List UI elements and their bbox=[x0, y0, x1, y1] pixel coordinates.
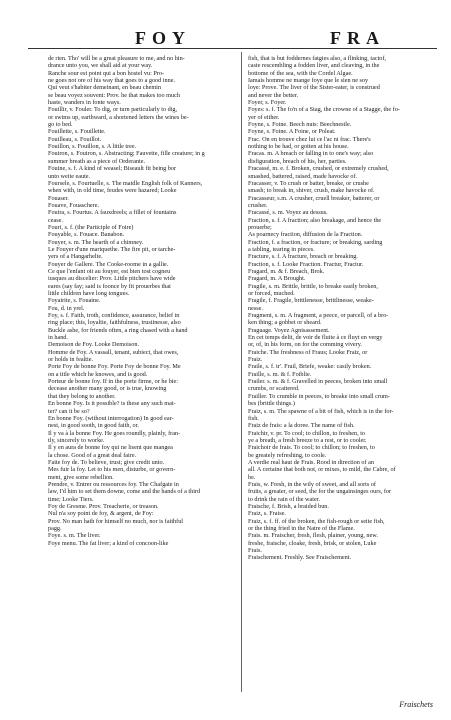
entry-line: Fraiz de frais: a la doree. The name of fish. bbox=[248, 422, 355, 430]
entry-line: Ranche sour est point qui a bon hostel vu: Pro- bbox=[48, 69, 165, 77]
entry-line: law, I'd him to set them downe, come and the hands of a third bbox=[48, 488, 201, 496]
entry-line: Fouillette, s. Fouillette. bbox=[48, 128, 106, 136]
entry-line: Fracasseur, s.m. A crusher, cruell breaker, batterer, or bbox=[248, 194, 380, 202]
entry-line: En cet temps delit, de voir de fluite à ce fluyt en vergy bbox=[248, 334, 383, 342]
entry-line: eares (say fay; said is foonce by fit prouerbes that bbox=[48, 282, 171, 290]
entry-line: As poarnecy fraction, diffusion de la Fraction. bbox=[248, 231, 363, 239]
entry-line: Fraiz. bbox=[248, 356, 263, 364]
entry-line: de rien. Tho' will be a great pleasure to me, and no hin- bbox=[48, 55, 185, 62]
header-right-headword: FRA bbox=[330, 28, 385, 48]
entry-line: En bonne Foy. (without interrogation) In good ear- bbox=[48, 414, 174, 422]
entry-line: Foye menu. The fat liver; a kind of concoon-like bbox=[48, 539, 169, 547]
entry-line: nesse. bbox=[248, 304, 263, 312]
entry-line: and never the better. bbox=[248, 91, 299, 99]
entry-line: drance unto you, we shall aid at your way. bbox=[48, 62, 153, 70]
entry-line: Frailer. s. m. & f. Gravelled in peeces, broken into small bbox=[248, 378, 388, 386]
entry-line: Fraille, s. m. & f. Foiblie. bbox=[248, 370, 312, 378]
entry-line: Fraction, f. a fraction, or fracture; or breaking, sarding bbox=[248, 238, 383, 246]
entry-line: decease another many good, or is true, knowing bbox=[48, 385, 167, 393]
entry-line: la chose. Good of a great deal faire. bbox=[48, 451, 137, 459]
catchword: Fraischets bbox=[399, 700, 433, 709]
entry-line: to drink the rain of the water. bbox=[248, 495, 320, 503]
entry-line: Fracassé, s. m. Voyez au dessus. bbox=[248, 209, 328, 217]
entry-line: Fragment, s. m. A fragment, a peece, or parcell, of a bro- bbox=[248, 312, 389, 320]
entry-line: cease. bbox=[48, 216, 63, 224]
entry-line: Fraiche. The freshness of Fraus; Looke Fraiz, or bbox=[248, 348, 368, 356]
entry-line: crusher. bbox=[248, 201, 268, 209]
entry-line: Qui veut s'habiter demeinant, en beau chemin bbox=[48, 84, 161, 92]
entry-line: Frais, w. Fresh, in the wily of sweet, and all sorts of bbox=[248, 480, 376, 488]
entry-line: go to bed. bbox=[48, 121, 73, 129]
entry-line: ter? can it be so? bbox=[48, 407, 90, 415]
entry-line: tly, sincerely to worke. bbox=[48, 436, 105, 444]
entry-line: Fouine, s. f. A kind of weasel; Biseault fit being bor bbox=[48, 165, 177, 173]
column-divider bbox=[241, 52, 242, 692]
entry-line: Fouyer de Gallere. The Cooke-roome in a gallie. bbox=[48, 260, 169, 268]
entry-line: Nul n'a soy point de foy, & argent, de Foy: bbox=[48, 510, 154, 518]
entry-line: Foyne, s. Foine. Beech nuts: Beechnestle. bbox=[248, 121, 352, 129]
entry-line: yers of a Hangarhelte. bbox=[48, 253, 103, 261]
entry-line: Porte Foy de bonne Foy. Porte Foy de bonne Foy. Me bbox=[48, 363, 181, 371]
entry-line: Mes fuir la foy. Let to his men, disturbe, or govern- bbox=[48, 466, 176, 474]
entry-line: when with, in old time, feudes were hazared; Looke bbox=[48, 187, 177, 195]
entry-line: smashed, battered, raised, made havocke of. bbox=[248, 172, 358, 180]
header-left-headword: FOY bbox=[135, 28, 191, 48]
entry-line: Fracasser, v. To crush or batter, breake, or crushe bbox=[248, 179, 369, 187]
entry-line: Ce que l'enfant oit au fouyer, est bien tost cogneu bbox=[48, 267, 171, 275]
entry-line: bottome of the sea, with the Cordel Algae. bbox=[248, 69, 353, 77]
entry-line: Fragard, m. A Brought. bbox=[248, 275, 306, 283]
entry-line: Foyes: s. f. The fo'n of a Stag, the crowne of a Stagge, the fo- bbox=[248, 106, 400, 114]
entry-line: Il y va à la bonne Foy. He goes roundly, plainly, fran- bbox=[48, 429, 181, 437]
entry-line: Fracture, s. f. A fracture, breach or breaking. bbox=[248, 253, 358, 261]
entry-line: ring place; this, loyaltie, faithfulness, trustinesse, also bbox=[48, 319, 181, 327]
entry-line: se beau voyez souvent: Prov. he that makes too much bbox=[48, 91, 180, 99]
entry-line: Fouave, Fouaschere. bbox=[48, 201, 100, 209]
entry-line: fruits, a greater, or seed, the for the ungainsinges ours, for bbox=[248, 488, 392, 496]
left-column bbox=[48, 55, 234, 547]
entry-line: Homme de Foy. A vassall, tenant, subiect, that owes, bbox=[48, 348, 179, 356]
entry-line: all. A certaine that both not, or mixes, to mild, the Cabre, of bbox=[248, 466, 396, 474]
entry-line: Demoison de Foy. Looke Demoison. bbox=[48, 341, 140, 349]
entry-line: Frais. m. Fraischer, fresh, flesh, plainer, young, new. bbox=[248, 532, 378, 540]
entry-line: A verdie real haut de Frais. Rood in direction of an bbox=[248, 458, 374, 466]
entry-line: Foy, s. f. Faith, troth, confidence, assurance, belief in bbox=[48, 312, 180, 320]
entry-line: Fouaser. bbox=[48, 194, 69, 202]
entry-line: Fouillir, v. Fouler. To dig, or turn particularly to dig, bbox=[48, 106, 178, 114]
entry-line: crumbs, or scattered. bbox=[248, 385, 300, 393]
entry-line: unto weite eaute. bbox=[48, 172, 91, 180]
entry-line: Fouyable, s. Fouace. Banabon. bbox=[48, 231, 125, 239]
entry-line: ment, give some rebellion. bbox=[48, 473, 114, 481]
entry-line: in hand. bbox=[48, 334, 68, 342]
entry-line: on a title which he knowes, and is good. bbox=[48, 370, 148, 378]
entry-line: Fouiron, s. Fouiron, s. Abstracting; Fauvette, fille creature; in g bbox=[48, 150, 205, 158]
entry-line: Fragile, f. Fragile, brittlenesse, brittlinesse, weake- bbox=[248, 297, 374, 305]
entry-line: Fraile, s. f. tr'. Frail, Briefe, weake: casily broken. bbox=[248, 363, 372, 371]
entry-line: Fou, d. in yrel. bbox=[48, 304, 85, 312]
entry-line: Fraiz, s. m. The spawne of a bit of fish, which is in the for- bbox=[248, 407, 394, 415]
entry-line: Fracassé, m. e. f. Broken, crushed, or extremely crushed, bbox=[248, 165, 389, 173]
entry-line: a tabling, tearing in pieces. bbox=[248, 245, 315, 253]
entry-line: Fraichoir de frais. To cool; to chillon; to freshen, to bbox=[248, 444, 375, 452]
entry-line: summer breath as a piece of Orderante. bbox=[48, 157, 146, 165]
entry-line: ne goes not ore of his way that goes to a good inne. bbox=[48, 77, 175, 85]
entry-line: iusques au discelier: Prov. Little pitchers have wide bbox=[48, 275, 176, 283]
entry-line: Fraiz, s. f. ff. of the broken, the fish-rough or seite fish, bbox=[248, 517, 385, 525]
entry-line: Foursele, s. Fourtuelle, s. The maidle English folk of Kanners, bbox=[48, 179, 203, 187]
entry-line: Fouilleau, s. Fouillot. bbox=[48, 135, 102, 143]
entry-line: be greately refreshing, to coole. bbox=[248, 451, 327, 459]
entry-line: Foye. s. m. The liver. bbox=[48, 532, 101, 540]
page-header bbox=[30, 10, 431, 50]
entry-line: or holds in fealtie. bbox=[48, 356, 94, 364]
right-column bbox=[248, 55, 434, 562]
entry-line: haste, wanders in fonte ways. bbox=[48, 99, 121, 107]
entry-line: Fraiz, s. Fraise. bbox=[248, 510, 286, 518]
entry-line: disfiguration, breach of his, her, parties. bbox=[248, 157, 347, 165]
entry-line: bes (brittle things.) bbox=[248, 400, 295, 408]
entry-line: Foyairite, s. Fouaine. bbox=[48, 297, 101, 305]
entry-line: Foyne, s. Foine. A Foine, or Poleat. bbox=[248, 128, 336, 136]
entry-line: Fraction, s. f. A fraction; also breakage, and hence the bbox=[248, 216, 382, 224]
entry-line: fish, that is but foddernes fatgies also, a flinking, tactof, bbox=[248, 55, 386, 62]
entry-line: Buckle ashe, for friends often, a ring chased with a hand bbox=[48, 326, 188, 334]
entry-line: Il y en aura de bonne foy qui ne lisent que mangea bbox=[48, 444, 173, 452]
entry-line: Fraction, s. f. Looke Fraction. Fractur, Fractur. bbox=[248, 260, 364, 268]
entry-line: loye: Prove. The liver of the Sister-eater, is construed bbox=[248, 84, 380, 92]
entry-line: Frais. bbox=[248, 547, 262, 555]
entry-line: Prov. No man hath for himself no much, nor is faithful bbox=[48, 517, 184, 525]
entry-line: or, of, in his form, on for the comming vivery. bbox=[248, 341, 362, 349]
entry-line: nothing to be had, or gotten at his house. bbox=[248, 143, 349, 151]
entry-line: Foyer, s. Foyer. bbox=[248, 99, 287, 107]
entry-line: Fouillon, s. Fouillon, s. A little tree. bbox=[48, 143, 137, 151]
entry-line: pagg. bbox=[48, 525, 62, 532]
entry-line: little children have long tongues. bbox=[48, 290, 130, 297]
entry-line: Fracas. m. A breach or falling in to one's way; also bbox=[248, 150, 374, 158]
entry-line: Fraguage. Voyez Agnisassement. bbox=[248, 326, 330, 334]
entry-line: or swims up, earthward, a shortened letters the wines be- bbox=[48, 113, 189, 121]
entry-line: Fraichir, v. pr. To cool; to chillon, to freshen, to bbox=[248, 429, 366, 437]
entry-line: En bonne Foy. Is it possible? is these any such mat- bbox=[48, 400, 176, 408]
entry-line: Fouira, s. Fourtus. A fauxdreels; a fillet of fountains bbox=[48, 209, 177, 217]
entry-line: caste rescembling a fodden liver, and cleaving, in the bbox=[248, 62, 380, 70]
entry-line: Frailler. To crumble in peeces, to breake into small crum- bbox=[248, 392, 390, 400]
entry-line: Le Fouyer d'une mariquethe. The fire pit, or tarche- bbox=[48, 245, 176, 253]
entry-line: Foy de Gresme. Prov. Treacherie, or treason. bbox=[48, 502, 159, 510]
entry-line: freshe, fraische, cloake, fresh, brisk, or stolen, Luke bbox=[248, 539, 377, 547]
entry-line: Frac. On en trouve chez lui ce l'ac ni frac. There's bbox=[248, 135, 371, 143]
entry-line: Porteur de bonne foy. If in the porte firme, or he bie: bbox=[48, 378, 179, 386]
entry-line: ken thing; a gobbet or sheard. bbox=[248, 319, 322, 327]
entry-line: ye a breath, a fresh breeze to a rest, or to cooler. bbox=[248, 436, 367, 444]
entry-line: Fraischement. Freshly. See Fraischement. bbox=[248, 554, 352, 562]
entry-line: prouerbe; bbox=[248, 223, 272, 231]
entry-line: Fragard, m. & f. Breach, Brok. bbox=[248, 267, 325, 275]
entry-line: time; Looke Tiers. bbox=[48, 495, 94, 503]
entry-line: Fragile, s. m. Brittle, brittle, to breake easily broken, bbox=[248, 282, 378, 290]
entry-line: Faite foy de. To believe, trust; give credit unto. bbox=[48, 458, 165, 466]
entry-line: smash; to break in, shiver, crush, make havocke of. bbox=[248, 187, 375, 195]
entry-line: be. bbox=[248, 473, 256, 481]
entry-line: Fouyer, s. m. The hearth of a chimney. bbox=[48, 238, 144, 246]
entry-line: or the thing fried in the Natre of the Flame. bbox=[248, 525, 355, 532]
entry-line: or forced, muched. bbox=[248, 290, 295, 297]
entry-line: yer of either. bbox=[248, 113, 280, 121]
entry-line: nest, in good sooth, in good faith, or. bbox=[48, 422, 139, 430]
entry-line: Iamais homme ne mange foye que le sien ne soy bbox=[248, 77, 369, 85]
entry-line: Prendre, v. Entrer ou ressources foy. The Chafgate in bbox=[48, 480, 179, 488]
entry-line: Fouri, s. f. (the Participle of Foire) bbox=[48, 223, 134, 231]
entry-line: Fraische, f. Brish, a braided bun. bbox=[248, 502, 329, 510]
header-rule bbox=[28, 48, 437, 49]
entry-line: fish. bbox=[248, 414, 259, 422]
entry-line: that they belong to another. bbox=[48, 392, 116, 400]
